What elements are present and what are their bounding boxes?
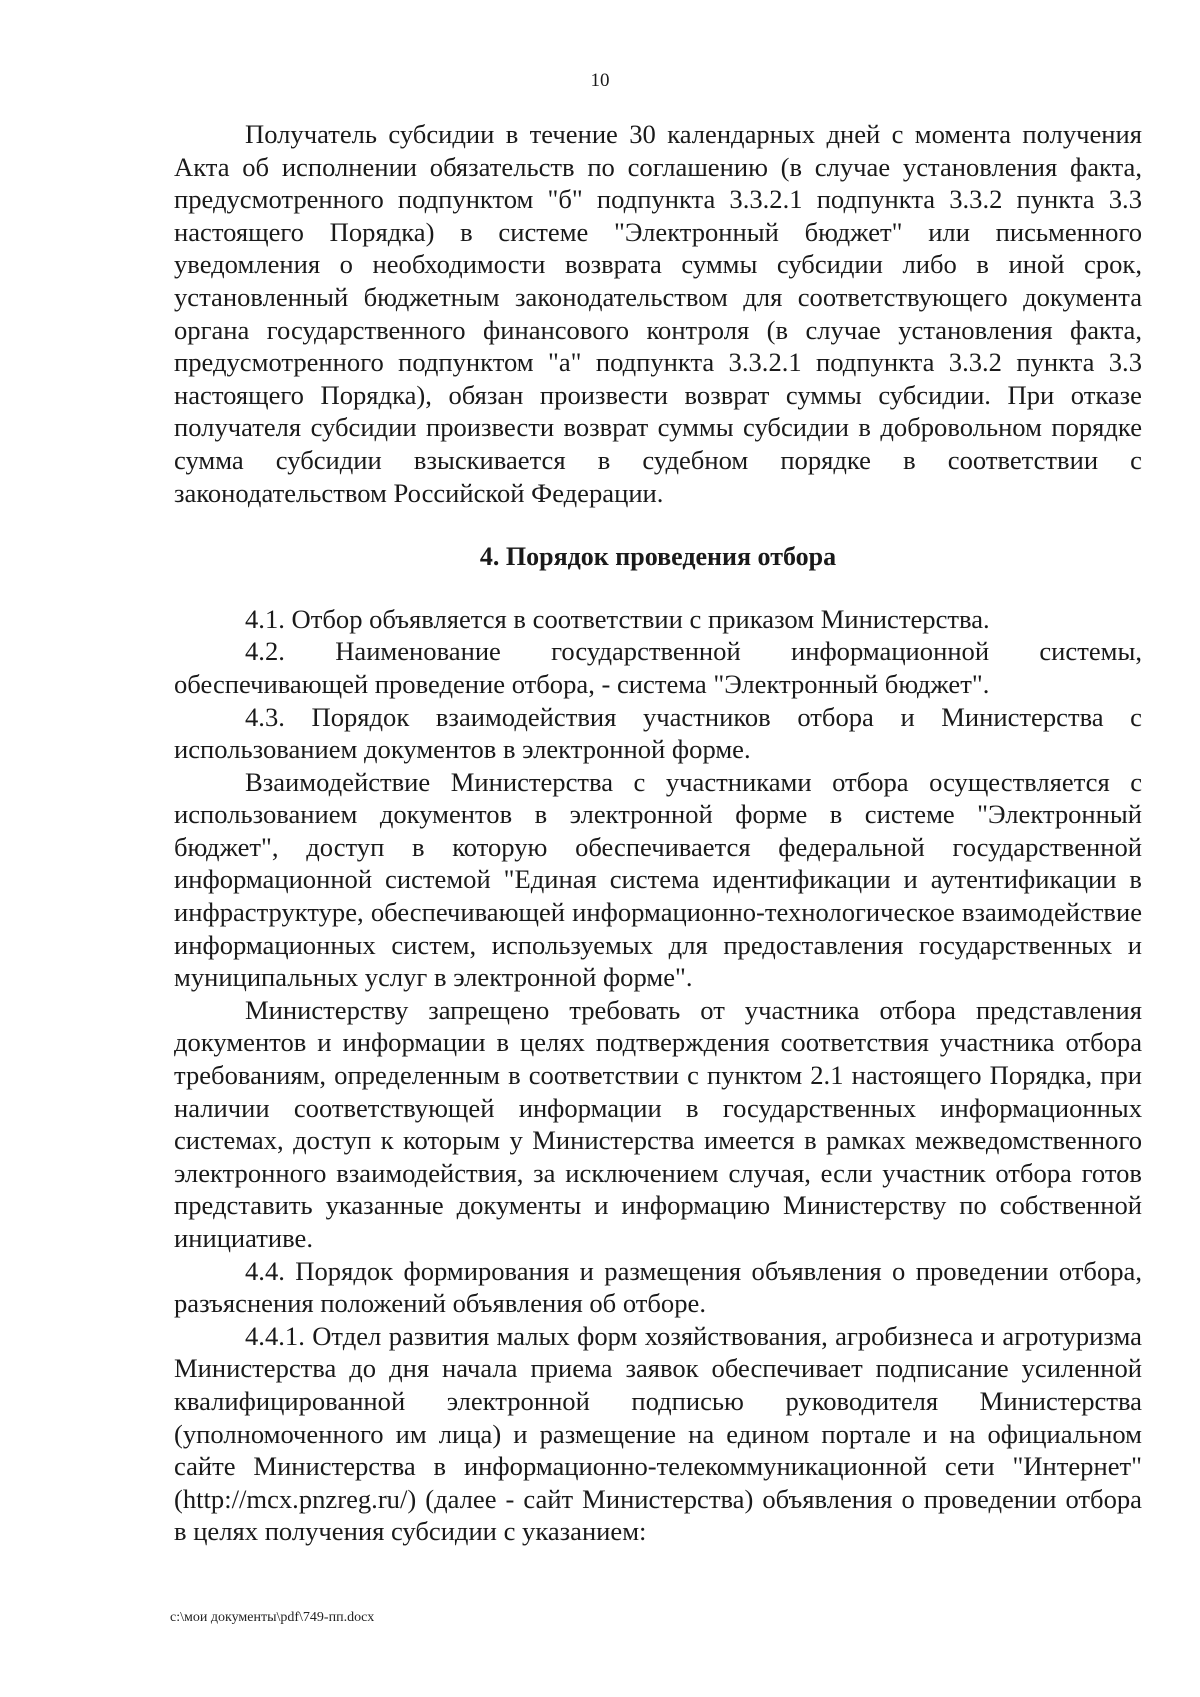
paragraph-interaction: Взаимодействие Министерства с участниками отбора осуществляется с использованием документов в электронной форме в системе "Электронный бюджет", доступ в которую обеспечивается федеральной государственной информационной системой "Единая система идентификации и аутентификации в инфраструктуре, обеспечивающей информационно-технологическое взаимодействие информационных систем, используемых для предоставления государственных и муниципальных услуг в электронной форме". bbox=[174, 766, 1142, 993]
footer-file-path: c:\мои документы\pdf\749-пп.docx bbox=[170, 1610, 375, 1625]
section-heading: 4. Порядок проведения отбора bbox=[479, 542, 837, 572]
paragraph: Получатель субсидии в течение 30 календарных дней с момента получения Акта об исполнении обязательств по соглашению (в случае установления факта, предусмотренного подпунктом "б" подпункта 3.3.2.1 подпункта 3.3.2 пункта 3.3 настоящего Порядка) в системе "Электронный бюджет" или письменного уведомления о необходимости возврата суммы субсидии либо в иной срок, установленный бюджетным законодательством для соответствующего документа органа государственного финансового контроля (в случае установления факта, предусмотренного подпунктом "а" подпункта 3.3.2.1 подпункта 3.3.2 пункта 3.3 настоящего Порядка), обязан произвести возврат суммы субсидии. При отказе получателя субсидии произвести возврат суммы субсидии в добровольном порядке сумма субсидии взыскивается в судебном порядке в соответствии с законодательством Российской Федерации. bbox=[174, 119, 1142, 508]
paragraph-4-1: 4.1. Отбор объявляется в соответствии с приказом Министерства. bbox=[245, 603, 990, 634]
paragraph-4-4: 4.4. Порядок формирования и размещения объявления о проведении отбора, разъяснения положений объявления об отборе. bbox=[174, 1255, 1142, 1319]
paragraph-4-2: 4.2. Наименование государственной информационной системы, обеспечивающей проведение отбора, - система "Электронный бюджет". bbox=[174, 636, 1142, 699]
paragraph-4-3: 4.3. Порядок взаимодействия участников отбора и Министерства с использованием документов в электронной форме. bbox=[174, 701, 1142, 765]
document-body bbox=[174, 118, 1142, 1548]
paragraph-4-4-1: 4.4.1. Отдел развития малых форм хозяйствования, агробизнеса и агротуризма Министерства до дня начала приема заявок обеспечивает подписание усиленной квалифицированной электронной подписью руководителя Министерства (уполномоченного им лица) и размещение на едином портале и на официальном сайте Министерства в информационно-телекоммуникационной сети "Интернет" (http://mcx.pnzreg.ru/) (далее - сайт Министерства) объявления о проведении отбора в целях получения субсидии с указанием: bbox=[174, 1320, 1142, 1547]
page-number: 10 bbox=[590, 70, 610, 91]
paragraph-prohibition: Министерству запрещено требовать от участника отбора представления документов и информации в целях подтверждения соответствия участника отбора требованиям, определенным в соответствии с пунктом 2.1 настоящего Порядка, при наличии соответствующей информации в государственных информационных системах, доступ к которым у Министерства имеется в рамках межведомственного электронного взаимодействия, за исключением случая, если участник отбора готов представить указанные документы и информацию Министерству по собственной инициативе. bbox=[174, 994, 1142, 1253]
